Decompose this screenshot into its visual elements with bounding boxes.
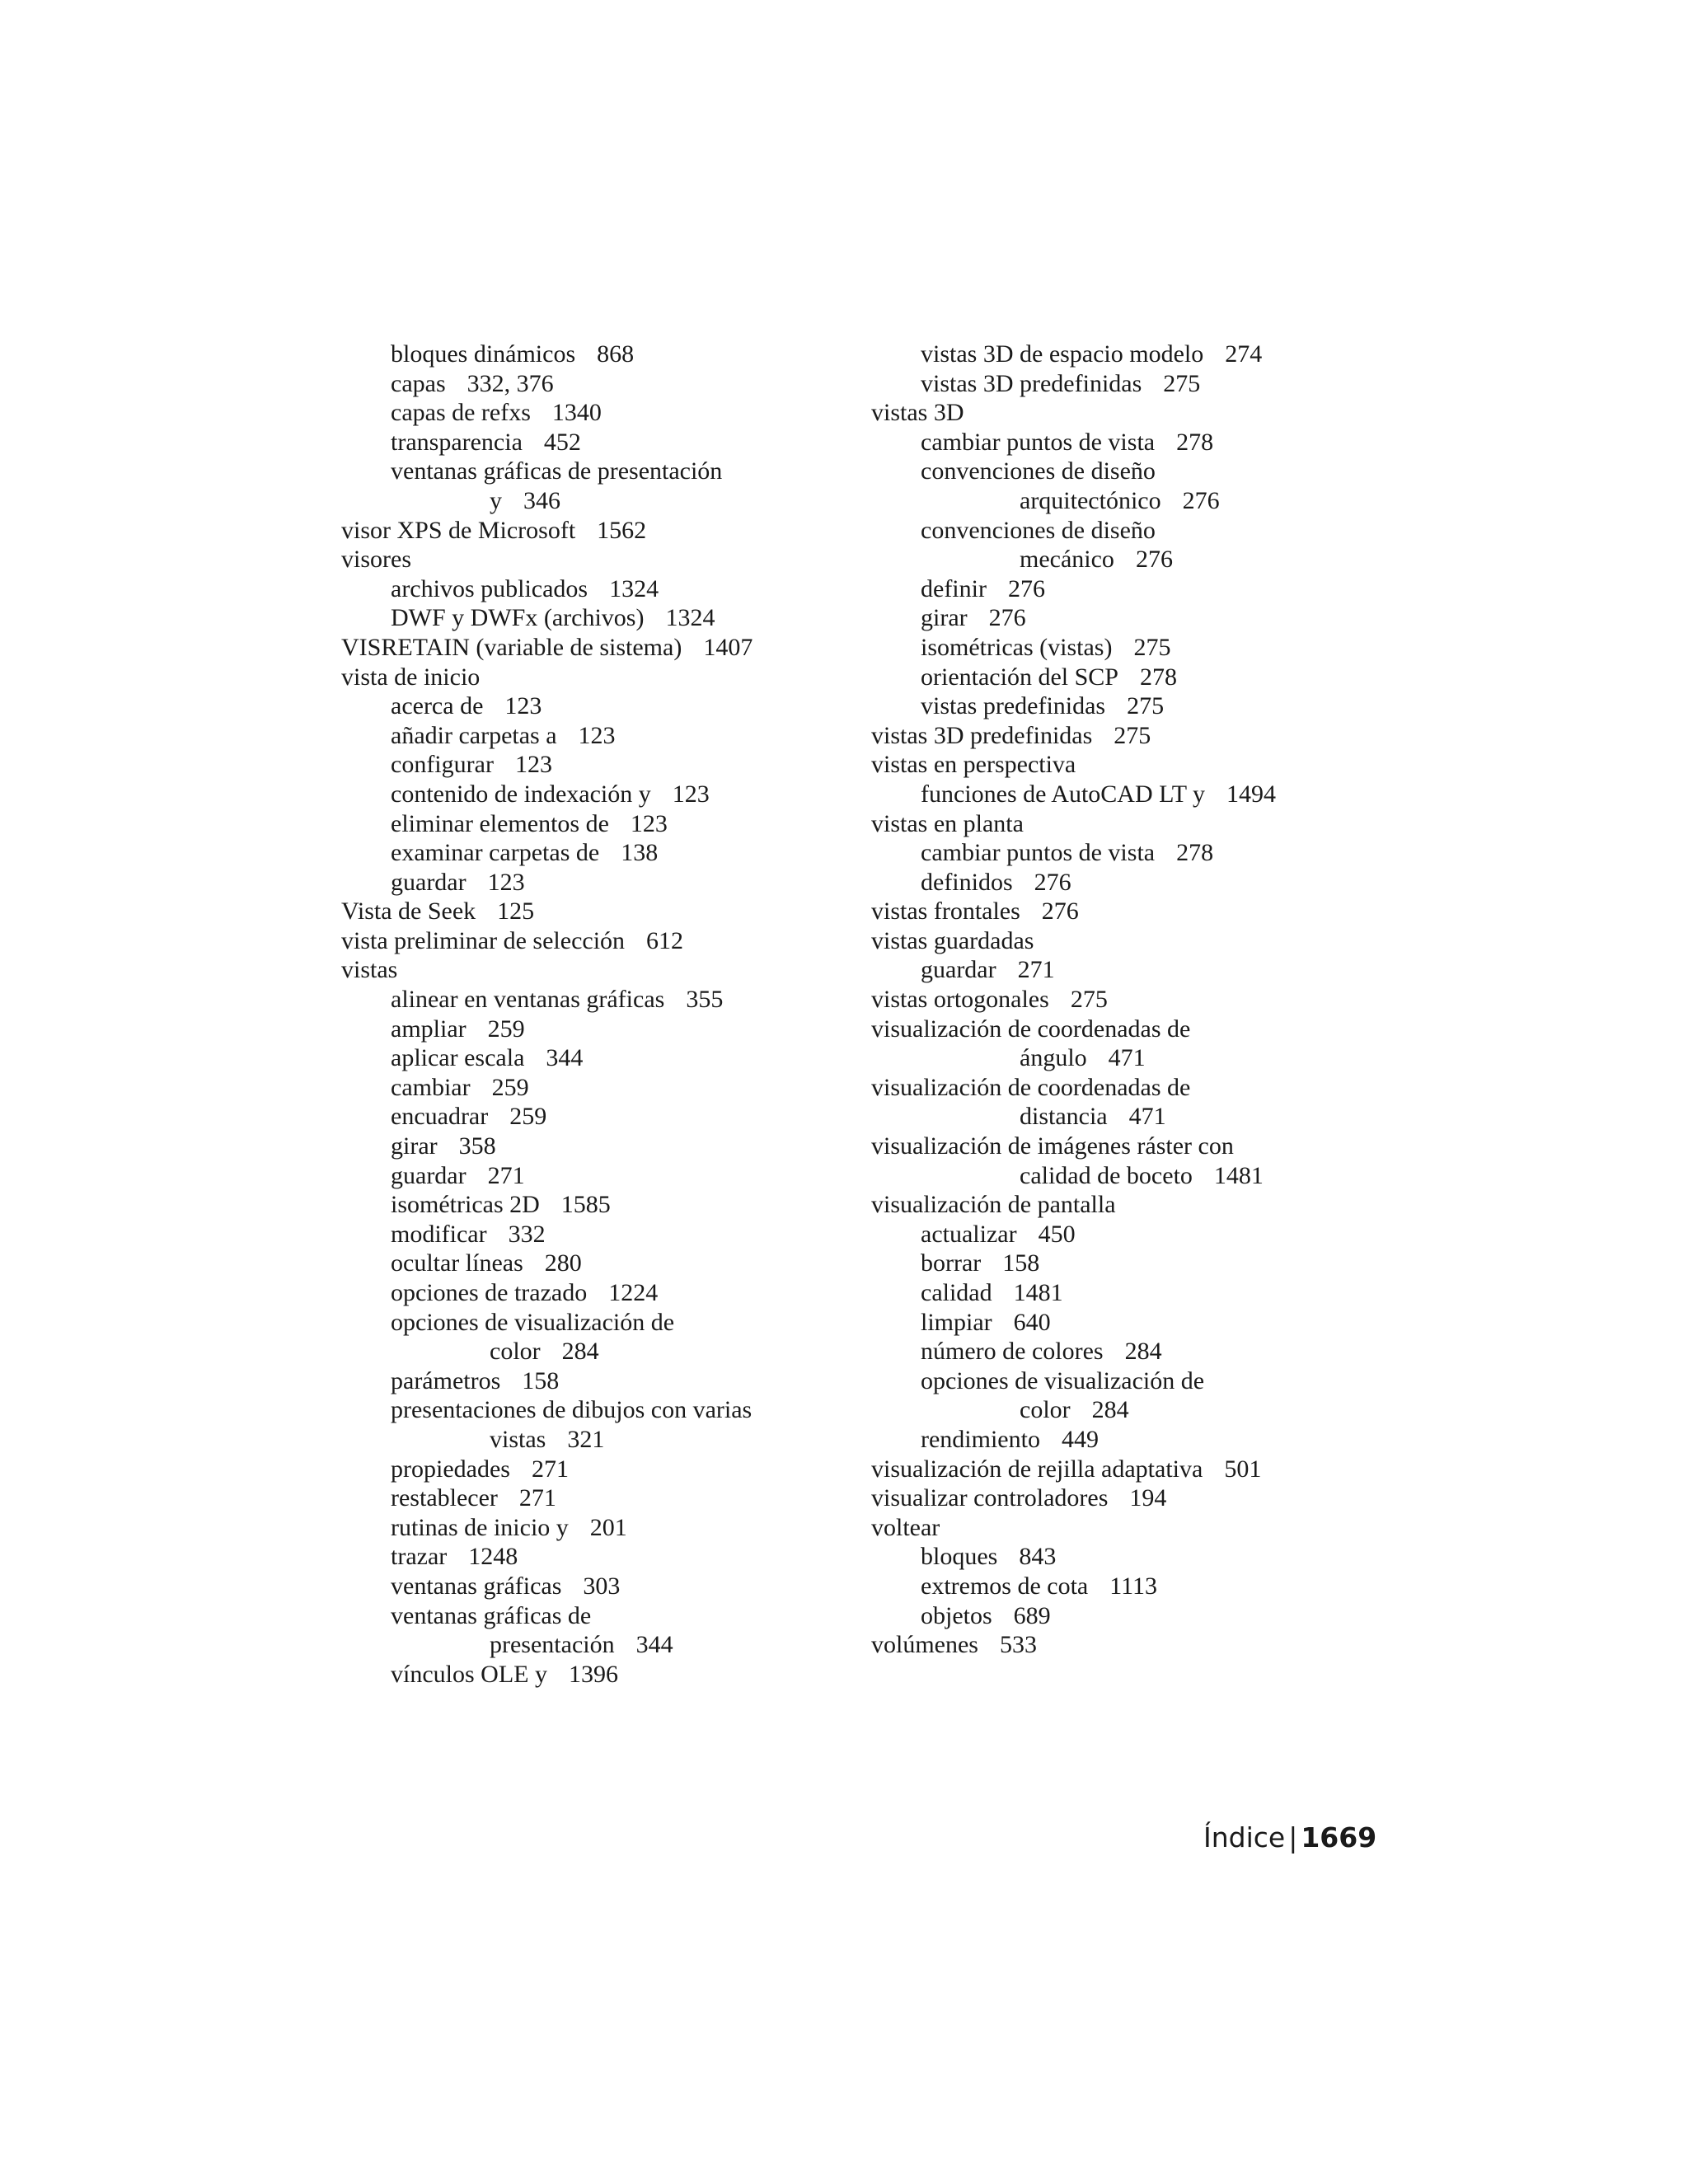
index-term: borrar xyxy=(921,1249,982,1277)
index-entry xyxy=(871,1395,1382,1425)
index-entry xyxy=(341,1073,852,1103)
index-term: visualización de rejilla adaptativa xyxy=(871,1455,1203,1483)
index-page-ref: 1407 xyxy=(703,633,753,661)
index-entry xyxy=(341,369,852,399)
index-term: isométricas (vistas) xyxy=(921,633,1113,661)
index-page-ref: 274 xyxy=(1225,340,1263,368)
index-entry xyxy=(341,691,852,721)
index-entry xyxy=(871,1249,1382,1278)
index-page-ref: 612 xyxy=(646,926,684,954)
index-page-ref: 276 xyxy=(988,604,1026,632)
index-entry xyxy=(871,1132,1382,1161)
index-term: convenciones de diseño xyxy=(921,457,1156,485)
index-term: vistas en perspectiva xyxy=(871,751,1076,779)
index-page-ref: 123 xyxy=(504,692,542,720)
index-entry xyxy=(341,1102,852,1132)
index-entry xyxy=(341,398,852,428)
index-entry xyxy=(341,1601,852,1631)
index-term: configurar xyxy=(391,751,494,779)
index-page-ref: 471 xyxy=(1108,1044,1146,1072)
index-entry xyxy=(341,1366,852,1396)
index-term: DWF y DWFx (archivos) xyxy=(391,604,645,632)
index-entry xyxy=(341,545,852,574)
index-entry xyxy=(871,750,1382,780)
index-entry xyxy=(871,721,1382,751)
index-entry xyxy=(871,398,1382,428)
index-term: transparencia xyxy=(391,428,523,456)
index-term: acerca de xyxy=(391,692,484,720)
index-term: trazar xyxy=(391,1543,448,1571)
index-page-ref: 278 xyxy=(1176,428,1214,456)
index-entry xyxy=(871,955,1382,985)
index-page-ref: 1396 xyxy=(568,1660,618,1688)
index-term: visualización de coordenadas de xyxy=(871,1015,1191,1043)
index-entry xyxy=(341,603,852,633)
index-term: propiedades xyxy=(391,1455,510,1483)
index-entry xyxy=(341,1630,852,1660)
index-page-ref: 1324 xyxy=(609,574,659,602)
index-page-ref: 1494 xyxy=(1226,780,1276,808)
index-entry xyxy=(871,545,1382,574)
index-page-ref: 843 xyxy=(1019,1543,1057,1571)
index-term: cambiar puntos de vista xyxy=(921,839,1156,867)
index-page-ref: 1562 xyxy=(597,516,647,544)
index-entry xyxy=(341,1337,852,1366)
index-term: contenido de indexación y xyxy=(391,780,651,808)
index-term: vistas frontales xyxy=(871,898,1020,926)
index-entry xyxy=(871,897,1382,926)
index-entry xyxy=(871,1542,1382,1572)
index-entry xyxy=(871,1572,1382,1601)
index-term: bloques xyxy=(921,1543,998,1571)
footer-page-number: 1669 xyxy=(1301,1821,1377,1854)
index-term: visores xyxy=(341,546,411,574)
index-term: Vista de Seek xyxy=(341,898,476,926)
index-page-ref: 276 xyxy=(1034,868,1071,896)
index-page-ref: 194 xyxy=(1129,1484,1167,1512)
index-term: eliminar elementos de xyxy=(391,809,609,837)
index-entry xyxy=(871,809,1382,839)
index-term: mecánico xyxy=(1020,546,1114,574)
index-term: opciones de visualización de xyxy=(391,1308,675,1336)
index-term: ventanas gráficas de presentación xyxy=(391,457,723,485)
index-page-ref: 501 xyxy=(1224,1455,1262,1483)
index-page-ref: 271 xyxy=(518,1484,556,1512)
index-term: vistas 3D de espacio modelo xyxy=(921,340,1204,368)
index-term: restablecer xyxy=(391,1484,498,1512)
index-page-ref: 1481 xyxy=(1013,1279,1063,1306)
index-column-left xyxy=(341,340,852,1689)
index-entry xyxy=(341,1660,852,1690)
index-term: VISRETAIN (variable de sistema) xyxy=(341,633,682,661)
footer-section-label: Índice xyxy=(1203,1821,1286,1854)
index-page-ref: 1481 xyxy=(1213,1161,1264,1189)
index-term: ventanas gráficas xyxy=(391,1572,562,1600)
index-term: orientación del SCP xyxy=(921,663,1118,691)
index-term: visualización de coordenadas de xyxy=(871,1073,1191,1101)
index-page-ref: 303 xyxy=(583,1572,621,1600)
index-page-ref: 344 xyxy=(546,1044,584,1072)
index-page-ref: 868 xyxy=(597,340,635,368)
index-entry xyxy=(871,663,1382,692)
index-entry xyxy=(341,1278,852,1308)
index-entry xyxy=(341,780,852,809)
index-term: vistas 3D xyxy=(871,399,964,427)
index-term: guardar xyxy=(921,956,996,984)
index-page-ref: 138 xyxy=(621,839,659,867)
index-term: encuadrar xyxy=(391,1103,489,1131)
index-entry xyxy=(341,838,852,868)
index-term: parámetros xyxy=(391,1366,501,1394)
index-entry xyxy=(341,663,852,692)
index-page-ref: 271 xyxy=(531,1455,569,1483)
index-entry xyxy=(341,1395,852,1425)
index-page-ref: 275 xyxy=(1127,692,1165,720)
index-entry xyxy=(341,1455,852,1484)
index-page-ref: 358 xyxy=(458,1132,496,1160)
index-entry xyxy=(871,340,1382,369)
index-page-ref: 640 xyxy=(1013,1308,1051,1336)
index-entry xyxy=(871,603,1382,633)
index-column-right xyxy=(871,340,1382,1660)
index-page-ref: 123 xyxy=(514,751,552,779)
index-entry xyxy=(341,897,852,926)
index-page-ref: 1340 xyxy=(551,399,602,427)
index-entry xyxy=(341,1542,852,1572)
index-term: rutinas de inicio y xyxy=(391,1513,569,1541)
index-page-ref: 344 xyxy=(635,1631,673,1659)
index-page-ref: 332 xyxy=(508,1220,546,1248)
index-entry xyxy=(871,1337,1382,1366)
index-entry xyxy=(871,1278,1382,1308)
index-entry xyxy=(871,1073,1382,1103)
index-term: arquitectónico xyxy=(1020,486,1161,514)
index-entry xyxy=(341,428,852,457)
index-page-ref: 280 xyxy=(544,1249,582,1277)
index-entry xyxy=(341,340,852,369)
index-term: vista preliminar de selección xyxy=(341,926,626,954)
index-page-ref: 449 xyxy=(1061,1425,1099,1453)
index-page-ref: 123 xyxy=(630,809,668,837)
index-term: opciones de trazado xyxy=(391,1279,588,1306)
index-entry xyxy=(871,780,1382,809)
index-term: vistas guardadas xyxy=(871,926,1034,954)
index-page-ref: 278 xyxy=(1139,663,1177,691)
footer-separator: | xyxy=(1288,1821,1298,1854)
index-page-ref: 278 xyxy=(1176,839,1214,867)
index-term: cambiar puntos de vista xyxy=(921,428,1156,456)
index-entry xyxy=(871,1043,1382,1073)
index-term: añadir carpetas a xyxy=(391,721,557,749)
index-term: objetos xyxy=(921,1601,992,1629)
index-term: guardar xyxy=(391,868,467,896)
index-entry xyxy=(341,1513,852,1543)
index-term: presentación xyxy=(490,1631,615,1659)
index-page-ref: 259 xyxy=(487,1015,525,1043)
index-page-ref: 275 xyxy=(1133,633,1171,661)
index-page-ref: 123 xyxy=(578,721,616,749)
index-term: presentaciones de dibujos con varias xyxy=(391,1396,753,1424)
index-entry xyxy=(871,1483,1382,1513)
index-term: vistas 3D predefinidas xyxy=(871,721,1093,749)
index-entry xyxy=(341,1572,852,1601)
index-term: aplicar escala xyxy=(391,1044,525,1072)
index-entry xyxy=(871,1015,1382,1044)
index-term: calidad de boceto xyxy=(1020,1161,1193,1189)
index-entry xyxy=(341,1308,852,1338)
index-entry xyxy=(341,486,852,516)
index-page-ref: 123 xyxy=(487,868,525,896)
index-term: vistas ortogonales xyxy=(871,986,1049,1014)
index-entry xyxy=(341,1220,852,1249)
index-page-ref: 533 xyxy=(999,1631,1037,1659)
index-term: ampliar xyxy=(391,1015,467,1043)
index-page-ref: 259 xyxy=(509,1103,547,1131)
index-entry xyxy=(871,1102,1382,1132)
index-term: limpiar xyxy=(921,1308,992,1336)
index-term: visor XPS de Microsoft xyxy=(341,516,576,544)
index-page-ref: 158 xyxy=(522,1366,560,1394)
index-page-ref: 271 xyxy=(487,1161,525,1189)
index-term: vistas 3D predefinidas xyxy=(921,369,1142,397)
index-term: visualización de pantalla xyxy=(871,1191,1116,1219)
index-page-ref: 271 xyxy=(1017,956,1055,984)
index-entry xyxy=(871,868,1382,898)
index-page-ref: 346 xyxy=(523,486,560,514)
index-term: vistas predefinidas xyxy=(921,692,1106,720)
index-entry xyxy=(341,750,852,780)
index-entry xyxy=(871,691,1382,721)
index-entry xyxy=(341,926,852,956)
index-entry xyxy=(871,1601,1382,1631)
index-page-ref: 1585 xyxy=(560,1191,611,1219)
index-entry xyxy=(341,1249,852,1278)
index-entry xyxy=(871,428,1382,457)
index-entry xyxy=(341,1043,852,1073)
index-term: ventanas gráficas de xyxy=(391,1601,592,1629)
index-page-ref: 332, 376 xyxy=(467,369,554,397)
index-term: capas xyxy=(391,369,446,397)
index-entry xyxy=(871,1220,1382,1249)
index-term: isométricas 2D xyxy=(391,1191,540,1219)
index-term: visualizar controladores xyxy=(871,1484,1109,1512)
index-page-ref: 1224 xyxy=(608,1279,659,1306)
index-page-ref: 450 xyxy=(1038,1220,1076,1248)
index-entry xyxy=(871,574,1382,604)
index-term: bloques dinámicos xyxy=(391,340,576,368)
index-page-ref: 276 xyxy=(1007,574,1045,602)
index-page-ref: 284 xyxy=(561,1338,599,1366)
index-page-ref: 284 xyxy=(1091,1396,1129,1424)
index-page-ref: 276 xyxy=(1041,898,1079,926)
index-term: examinar carpetas de xyxy=(391,839,600,867)
index-term: ángulo xyxy=(1020,1044,1087,1072)
index-term: modificar xyxy=(391,1220,487,1248)
index-entry xyxy=(871,926,1382,956)
index-entry xyxy=(341,721,852,751)
index-page-ref: 1113 xyxy=(1109,1572,1158,1600)
index-term: vistas xyxy=(341,956,398,984)
index-page-ref: 689 xyxy=(1013,1601,1051,1629)
index-page-ref: 321 xyxy=(567,1425,605,1453)
index-entry xyxy=(871,1190,1382,1220)
index-entry xyxy=(871,633,1382,663)
index-entry xyxy=(871,1425,1382,1455)
index-entry xyxy=(871,457,1382,486)
index-page-ref: 1324 xyxy=(665,604,715,632)
index-entry xyxy=(341,1161,852,1191)
index-term: distancia xyxy=(1020,1103,1108,1131)
index-term: alinear en ventanas gráficas xyxy=(391,986,665,1014)
index-entry xyxy=(341,457,852,486)
index-entry xyxy=(871,838,1382,868)
index-page-ref: 123 xyxy=(672,780,710,808)
index-entry xyxy=(341,868,852,898)
index-term: vista de inicio xyxy=(341,663,481,691)
index-entry xyxy=(341,516,852,546)
index-entry xyxy=(341,809,852,839)
index-entry xyxy=(341,633,852,663)
index-term: ocultar líneas xyxy=(391,1249,523,1277)
index-term: opciones de visualización de xyxy=(921,1366,1205,1394)
index-term: guardar xyxy=(391,1161,467,1189)
index-page-ref: 276 xyxy=(1182,486,1220,514)
index-entry xyxy=(341,1190,852,1220)
index-entry xyxy=(341,1132,852,1161)
index-term: visualización de imágenes ráster con xyxy=(871,1132,1234,1160)
index-entry xyxy=(871,985,1382,1015)
index-page-ref: 1248 xyxy=(468,1543,518,1571)
index-term: volúmenes xyxy=(871,1631,978,1659)
index-entry xyxy=(341,1425,852,1455)
index-entry xyxy=(341,955,852,985)
index-page-ref: 259 xyxy=(491,1073,529,1101)
index-term: girar xyxy=(391,1132,438,1160)
index-entry xyxy=(871,486,1382,516)
index-term: extremos de cota xyxy=(921,1572,1089,1600)
index-entry xyxy=(871,516,1382,546)
index-entry xyxy=(341,1015,852,1044)
index-page-ref: 201 xyxy=(589,1513,627,1541)
index-term: color xyxy=(490,1338,541,1366)
index-page-ref: 276 xyxy=(1135,546,1173,574)
index-term: funciones de AutoCAD LT y xyxy=(921,780,1205,808)
index-entry xyxy=(341,985,852,1015)
index-entry xyxy=(871,1161,1382,1191)
index-entry xyxy=(871,369,1382,399)
index-entry xyxy=(871,1308,1382,1338)
index-term: color xyxy=(1020,1396,1071,1424)
index-term: rendimiento xyxy=(921,1425,1040,1453)
index-term: cambiar xyxy=(391,1073,471,1101)
index-page-ref: 452 xyxy=(543,428,581,456)
index-term: convenciones de diseño xyxy=(921,516,1156,544)
index-page-ref: 125 xyxy=(497,898,535,926)
index-page-ref: 275 xyxy=(1114,721,1151,749)
index-page-ref: 275 xyxy=(1163,369,1201,397)
index-term: y xyxy=(490,486,502,514)
index-term: girar xyxy=(921,604,968,632)
index-term: voltear xyxy=(871,1513,940,1541)
index-term: capas de refxs xyxy=(391,399,531,427)
page-footer xyxy=(1203,1821,1377,1854)
index-term: vistas xyxy=(490,1425,546,1453)
index-term: vínculos OLE y xyxy=(391,1660,547,1688)
index-page-ref: 355 xyxy=(686,986,724,1014)
index-page-ref: 471 xyxy=(1128,1103,1166,1131)
index-entry xyxy=(871,1455,1382,1484)
index-term: número de colores xyxy=(921,1338,1104,1366)
index-term: actualizar xyxy=(921,1220,1017,1248)
index-term: calidad xyxy=(921,1279,992,1306)
index-entry xyxy=(871,1630,1382,1660)
index-term: definidos xyxy=(921,868,1013,896)
index-page-ref: 158 xyxy=(1002,1249,1040,1277)
index-entry xyxy=(871,1366,1382,1396)
index-entry xyxy=(871,1513,1382,1543)
index-page-ref: 284 xyxy=(1124,1338,1162,1366)
index-term: vistas en planta xyxy=(871,809,1024,837)
index-term: archivos publicados xyxy=(391,574,588,602)
index-entry xyxy=(341,574,852,604)
index-entry xyxy=(341,1483,852,1513)
index-page-ref: 275 xyxy=(1070,986,1108,1014)
index-term: definir xyxy=(921,574,987,602)
